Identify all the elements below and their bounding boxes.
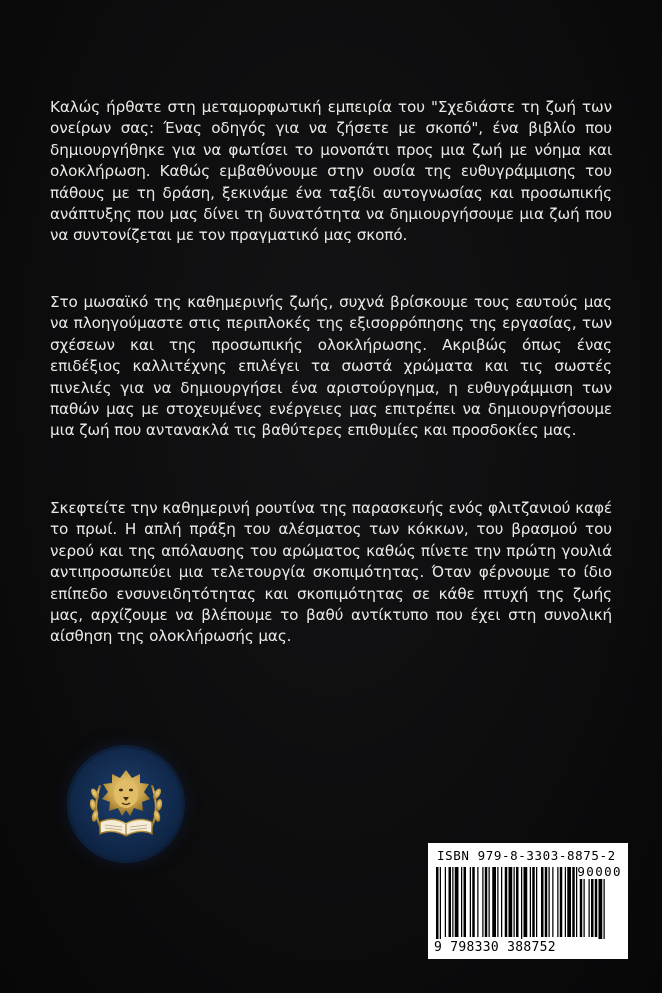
barcode-bar: [565, 867, 566, 937]
barcode-bar: [509, 867, 513, 937]
barcode-bar: [489, 867, 490, 937]
barcode-bar: [470, 867, 471, 937]
barcode-bar: [524, 867, 528, 937]
barcode-bar: [552, 867, 553, 937]
barcode-bar: [567, 867, 571, 937]
lion-book-emblem-icon: [70, 748, 182, 860]
barcode-bar: [572, 867, 575, 937]
barcode-bar: [516, 867, 519, 937]
ean-digits: 9 798330 388752: [434, 940, 556, 955]
barcode-bar: [530, 867, 531, 937]
barcode-bar: [521, 867, 522, 939]
barcode-bar: [541, 867, 544, 937]
barcode-bar: [536, 867, 537, 937]
barcode-bar: [445, 867, 446, 937]
blurb-paragraph-3: Σκεφτείτε την καθημερινή ρουτίνα της παρασκευής ενός φλιτζανιού καφέ το πρωί. Η απλή πράξη του αλέσματος των κόκκων, του βρασμού του νερού και της απόλαυσης του αρώματος καθώς πίνετε την πρώτη γουλιά αντιπροσωπεύει μια τελετουργία σκοπιμότητας. Όταν φέρνουμε το ίδιο επίπεδο ενσυνειδητότητας και σκοπιμότητας σε κάθε πτυχή της ζωής μας, αρχίζουμε να βλέπουμε το βαθύ αντίκτυπο που έχει στη συνολική αίσθηση της ολοκλήρωσής μας.: [50, 499, 612, 646]
barcode-bar: [452, 867, 453, 937]
barcode-bar: [501, 867, 502, 937]
barcode-bar: [532, 867, 535, 937]
isbn-label: ISBN 979-8-3303-8875-2: [437, 848, 616, 863]
barcode-bar: [560, 867, 563, 937]
barcode-bar: [449, 867, 452, 937]
barcode-bar: [440, 867, 441, 939]
barcode-bar: [514, 867, 515, 937]
barcode-bar: [477, 867, 478, 937]
barcode-bar: [482, 867, 483, 937]
barcode-bar: [436, 867, 439, 939]
blurb-paragraph-2: Στο μωσαϊκό της καθημερινής ζωής, συχνά βρίσκουμε τους εαυτούς μας να πλοηγούμαστε στις περιπλοκές της εξισορρόπησης της εργασίας, των σχέσεων και της προσωπικής ολοκλήρωσης. Ακριβώς όπως ένας επιδέξιος καλλιτέχνης επιλέγει τα σωστά χρώματα και τις σωστές πινελιές για να δημιουργήσει ένα αριστούργημα, η ευθυγράμμιση των παθών μας με στοχευμένες ενέργειες μας επιτρέπει να δημιουργήσουμε μια ζωή που αντανακλά τις βαθύτερες επιθυμίες και προσδοκίες μας.: [50, 293, 612, 440]
barcode-bar: [505, 867, 508, 937]
publisher-logo: [70, 748, 182, 860]
barcode-bar: [461, 867, 462, 937]
barcode-bar: [557, 867, 558, 937]
price-code: 90000: [577, 864, 622, 879]
barcode-bar: [549, 867, 550, 937]
barcode-bar: [497, 867, 498, 937]
barcode-bar: [485, 867, 488, 937]
barcode-bar: [472, 867, 475, 937]
isbn-barcode: [428, 843, 628, 959]
barcode-bar: [455, 867, 459, 937]
barcode-bar: [545, 867, 548, 937]
barcode-bar: [492, 867, 496, 937]
blurb-paragraph-1: Καλώς ήρθατε στη μεταμορφωτική εμπειρία του "Σχεδιάστε τη ζωή των ονείρων σας: Ένας οδηγός για να ζήσετε με σκοπό", ένα βιβλίο που δημιουργήθηκε για να φωτίσει το μονοπάτι προς μια ζωή με νόημα και ολοκλήρωση. Καθώς εμβαθύνουμε στην ουσία της ευθυγράμμισης του πάθους με τη δράση, ξεκινάμε ένα ταξίδι αυτογνωσίας και προσωπικής ανάπτυξης που μας δίνει τη δυνατότητα να δημιουργήσουμε μια ζωή που να συντονίζεται με τον πραγματικό μας σκοπό.: [50, 98, 612, 245]
barcode-bar: [464, 867, 467, 937]
